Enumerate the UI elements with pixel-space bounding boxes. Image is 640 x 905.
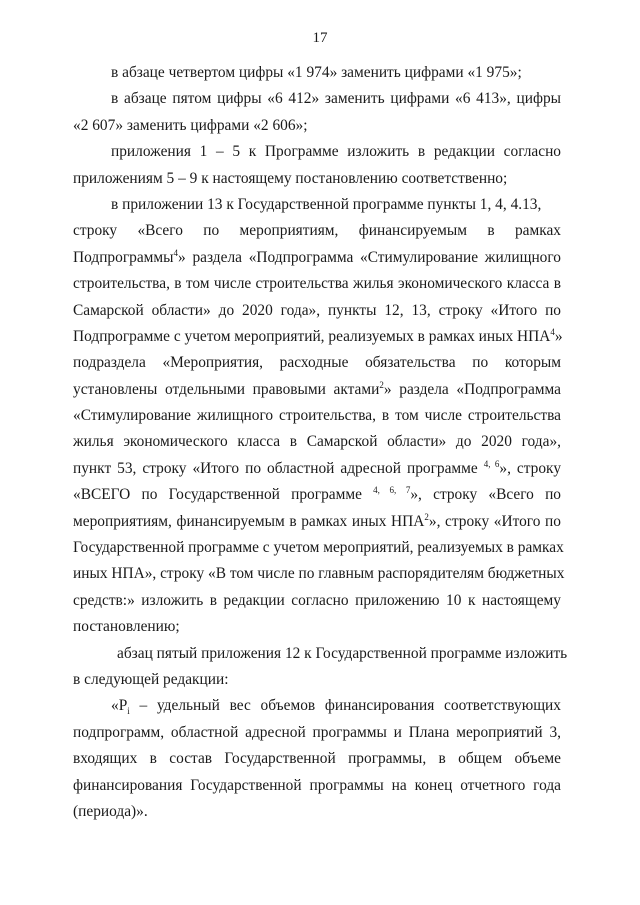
text-line: финансирования Государственной программы на конец отчетного года [73,776,561,794]
text-line: мероприятиям, финансируемым в рамках иных НПА$^2$», строку «Итого по [73,511,561,530]
text-line: Государственной программе с учетом мероприятий, реализуемых в рамках [73,539,564,557]
text-line: подпрограмм, областной адресной программы и Плана мероприятий 3, [73,723,561,741]
text-line: приложения 1 – 5 к Программе изложить в редакции согласно [111,143,561,161]
text-line: строительства, в том числе строительства жилья экономического класса в [73,275,561,293]
text-line: в следующей редакции: [73,670,229,688]
document-body [73,60,568,825]
page-number: 17 [312,30,328,46]
text-line: иных НПА», строку «В том числе по главным распорядителям бюджетных [73,565,565,583]
text-line: (периода)». [73,802,148,820]
text-line: Самарской области» до 2020 года», пункты 12, 13, строку «Итого по [73,301,561,319]
text-line: Подпрограмме с учетом мероприятий, реализуемых в рамках иных НПА$^4$» [73,326,563,345]
text-line: входящих в состав Государственной программы, в общем объеме [73,750,561,768]
text-line: средств:» изложить в редакции согласно приложению 10 к настоящему [73,591,561,609]
text-line: «2 607» заменить цифрами «2 606»; [73,116,308,134]
text-line: жилья экономического класса в Самарской области» до 2020 года», [73,433,561,451]
text-line: пункт 53, строку «Итого по областной адресной программе $^{4, 6}$», строку [73,458,562,477]
text-line: установлены отдельными правовыми актами$^2$» раздела «Подпрограмма [73,379,561,398]
text-line: строку «Всего по мероприятиям, финансируемым в рамках [73,222,561,240]
text-line: Подпрограммы$^4$» раздела «Подпрограмма «Стимулирование жилищного [73,247,561,266]
text-line: подраздела «Мероприятия, расходные обязательства по которым [73,354,561,372]
text-line: абзац пятый приложения 12 к Государственной программе изложить [117,644,568,662]
text-line: приложениям 5 – 9 к настоящему постановлению соответственно; [73,169,508,187]
text-line: постановлению; [73,618,180,636]
text-line: «Стимулирование жилищного строительства, в том числе строительства [73,407,561,425]
text-line: «ВСЕГО по Государственной программе $^{4, 6, 7}$», строку «Всего по [73,485,561,504]
text-line: в приложении 13 к Государственной программе пункты 1, 4, 4.13, [111,195,542,213]
text-line: в абзаце пятом цифры «6 412» заменить цифрами «6 413», цифры [111,90,561,108]
text-line: в абзаце четвертом цифры «1 974» заменить цифрами «1 975»; [111,64,522,81]
text-line: «$P_i$ – удельный вес объемов финансирования соответствующих [111,697,561,717]
